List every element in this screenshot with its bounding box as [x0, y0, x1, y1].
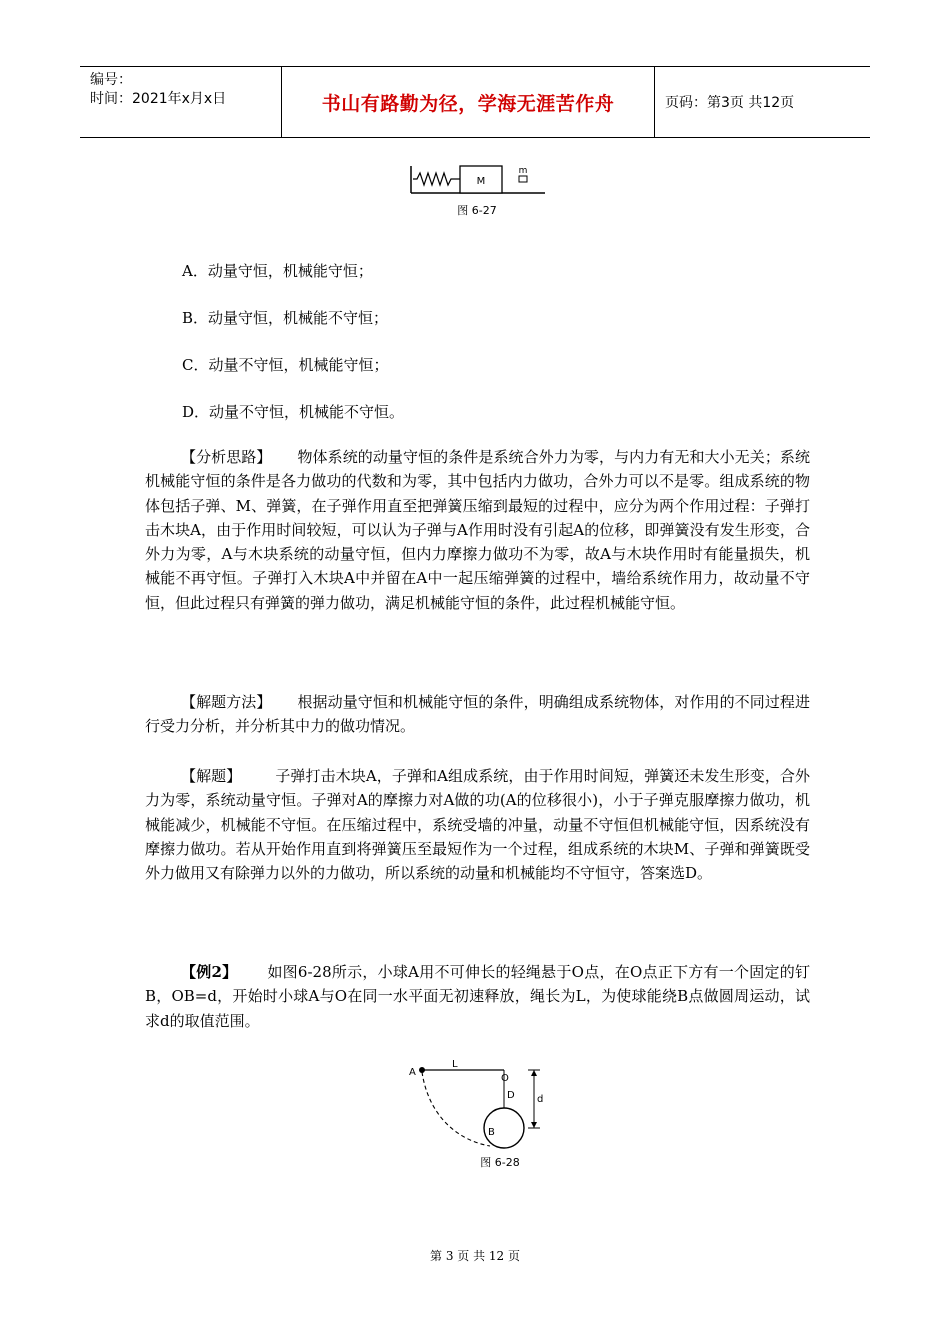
header-page-number: 页码：第3页 共12页: [665, 95, 795, 111]
method-paragraph: [145, 690, 810, 739]
analysis-tag: 【分析思路】: [181, 448, 272, 466]
label-b: B: [488, 1127, 495, 1138]
bullet-shape: [519, 176, 527, 182]
option-b: B．动量守恒，机械能不守恒；: [182, 309, 389, 327]
example2-tag: 【例2】: [181, 963, 238, 981]
page-footer: 第 3 页 共 12 页: [430, 1249, 520, 1263]
option-a: A．动量守恒，机械能守恒；: [182, 262, 373, 280]
method-tag: 【解题方法】: [181, 693, 272, 711]
label-l: L: [452, 1059, 458, 1070]
swing-path: [422, 1072, 490, 1146]
dim-arrow-bottom: [531, 1122, 537, 1128]
solution-tag: 【解题】: [181, 767, 242, 785]
header-motto-cell: [282, 67, 655, 137]
solution-text: 子弹打击木块A，子弹和A组成系统，由于作用时间短，弹簧还未发生形变，合外力为零，系统动量守恒。子弹对A的摩擦力对A做的功(A的位移很小)，小于子弹克服摩擦力做功，机械能减少，机械能不守恒。在压缩过程中，系统受墙的冲量，动量不守恒但机械能守恒，因系统没有摩擦力做功。若从开始作用直到将弹簧压至最短作为一个过程，组成系统的木块M、子弹和弹簧既受外力做用又有除弹力以外的力做功，所以系统的动量和机械能均不守恒守，答案选D。: [145, 767, 810, 883]
solution-paragraph: [145, 764, 810, 885]
label-d-dim: d: [537, 1094, 544, 1105]
header-meta: [80, 67, 282, 137]
example2-text: 如图6-28所示，小球A用不可伸长的轻绳悬于O点，在O点正下方有一个固定的钉B，OB=d，开始时小球A与O在同一水平面无初速释放，绳长为L，为使球能绕B点做圆周运动，试求d的取值范围。: [145, 963, 810, 1030]
figure-6-28-caption: 图 6-28: [480, 1156, 520, 1169]
doc-number-label: 编号：: [90, 72, 132, 88]
figure-6-27: [405, 158, 555, 220]
label-d-upper: D: [507, 1090, 515, 1101]
doc-time-label: 时间：2021年x月x日: [90, 91, 227, 107]
label-a: A: [409, 1067, 416, 1078]
figure-6-28: [400, 1058, 560, 1178]
label-o: O: [501, 1073, 509, 1084]
spring-coil: [413, 173, 460, 185]
page-header: [80, 66, 870, 138]
bullet-label: m: [518, 166, 528, 176]
option-d: D．动量不守恒，机械能不守恒。: [182, 403, 405, 421]
header-page-cell: [655, 67, 870, 137]
analysis-paragraph: [145, 445, 810, 615]
method-text: 根据动量守恒和机械能守恒的条件，明确组成系统物体，对作用的不同过程进行受力分析，并分析其中力的做功情况。: [145, 693, 810, 736]
analysis-text: 物体系统的动量守恒的条件是系统合外力为零，与内力有无和大小无关；系统机械能守恒的条件是各力做功的代数和为零，其中包括内力做功，合外力可以不是零。组成系统的物体包括子弹、M、弹簧，在子弹作用直至把弹簧压缩到最短的过程中，应分为两个作用过程：子弹打击木块A，由于作用时间较短，可以认为子弹与A作用时没有引起A的位移，即弹簧没有发生形变，合外力为零，A与木块系统的动量守恒，但内力摩擦力做功不为零，故A与木块作用时有能量损失，机械能不再守恒。子弹打入木块A中并留在A中一起压缩弹簧的过程中，墙给系统作用力，故动量不守恒，但此过程只有弹簧的弹力做功，满足机械能守恒的条件，此过程机械能守恒。: [145, 448, 810, 612]
figure-6-27-caption: 图 6-27: [457, 204, 497, 217]
header-motto: 书山有路勤为径，学海无涯苦作舟: [321, 92, 615, 115]
dim-arrow-top: [531, 1070, 537, 1076]
option-c: C．动量不守恒，机械能守恒；: [182, 356, 389, 374]
block-m-label: M: [476, 176, 486, 187]
example2-paragraph: [145, 960, 810, 1033]
